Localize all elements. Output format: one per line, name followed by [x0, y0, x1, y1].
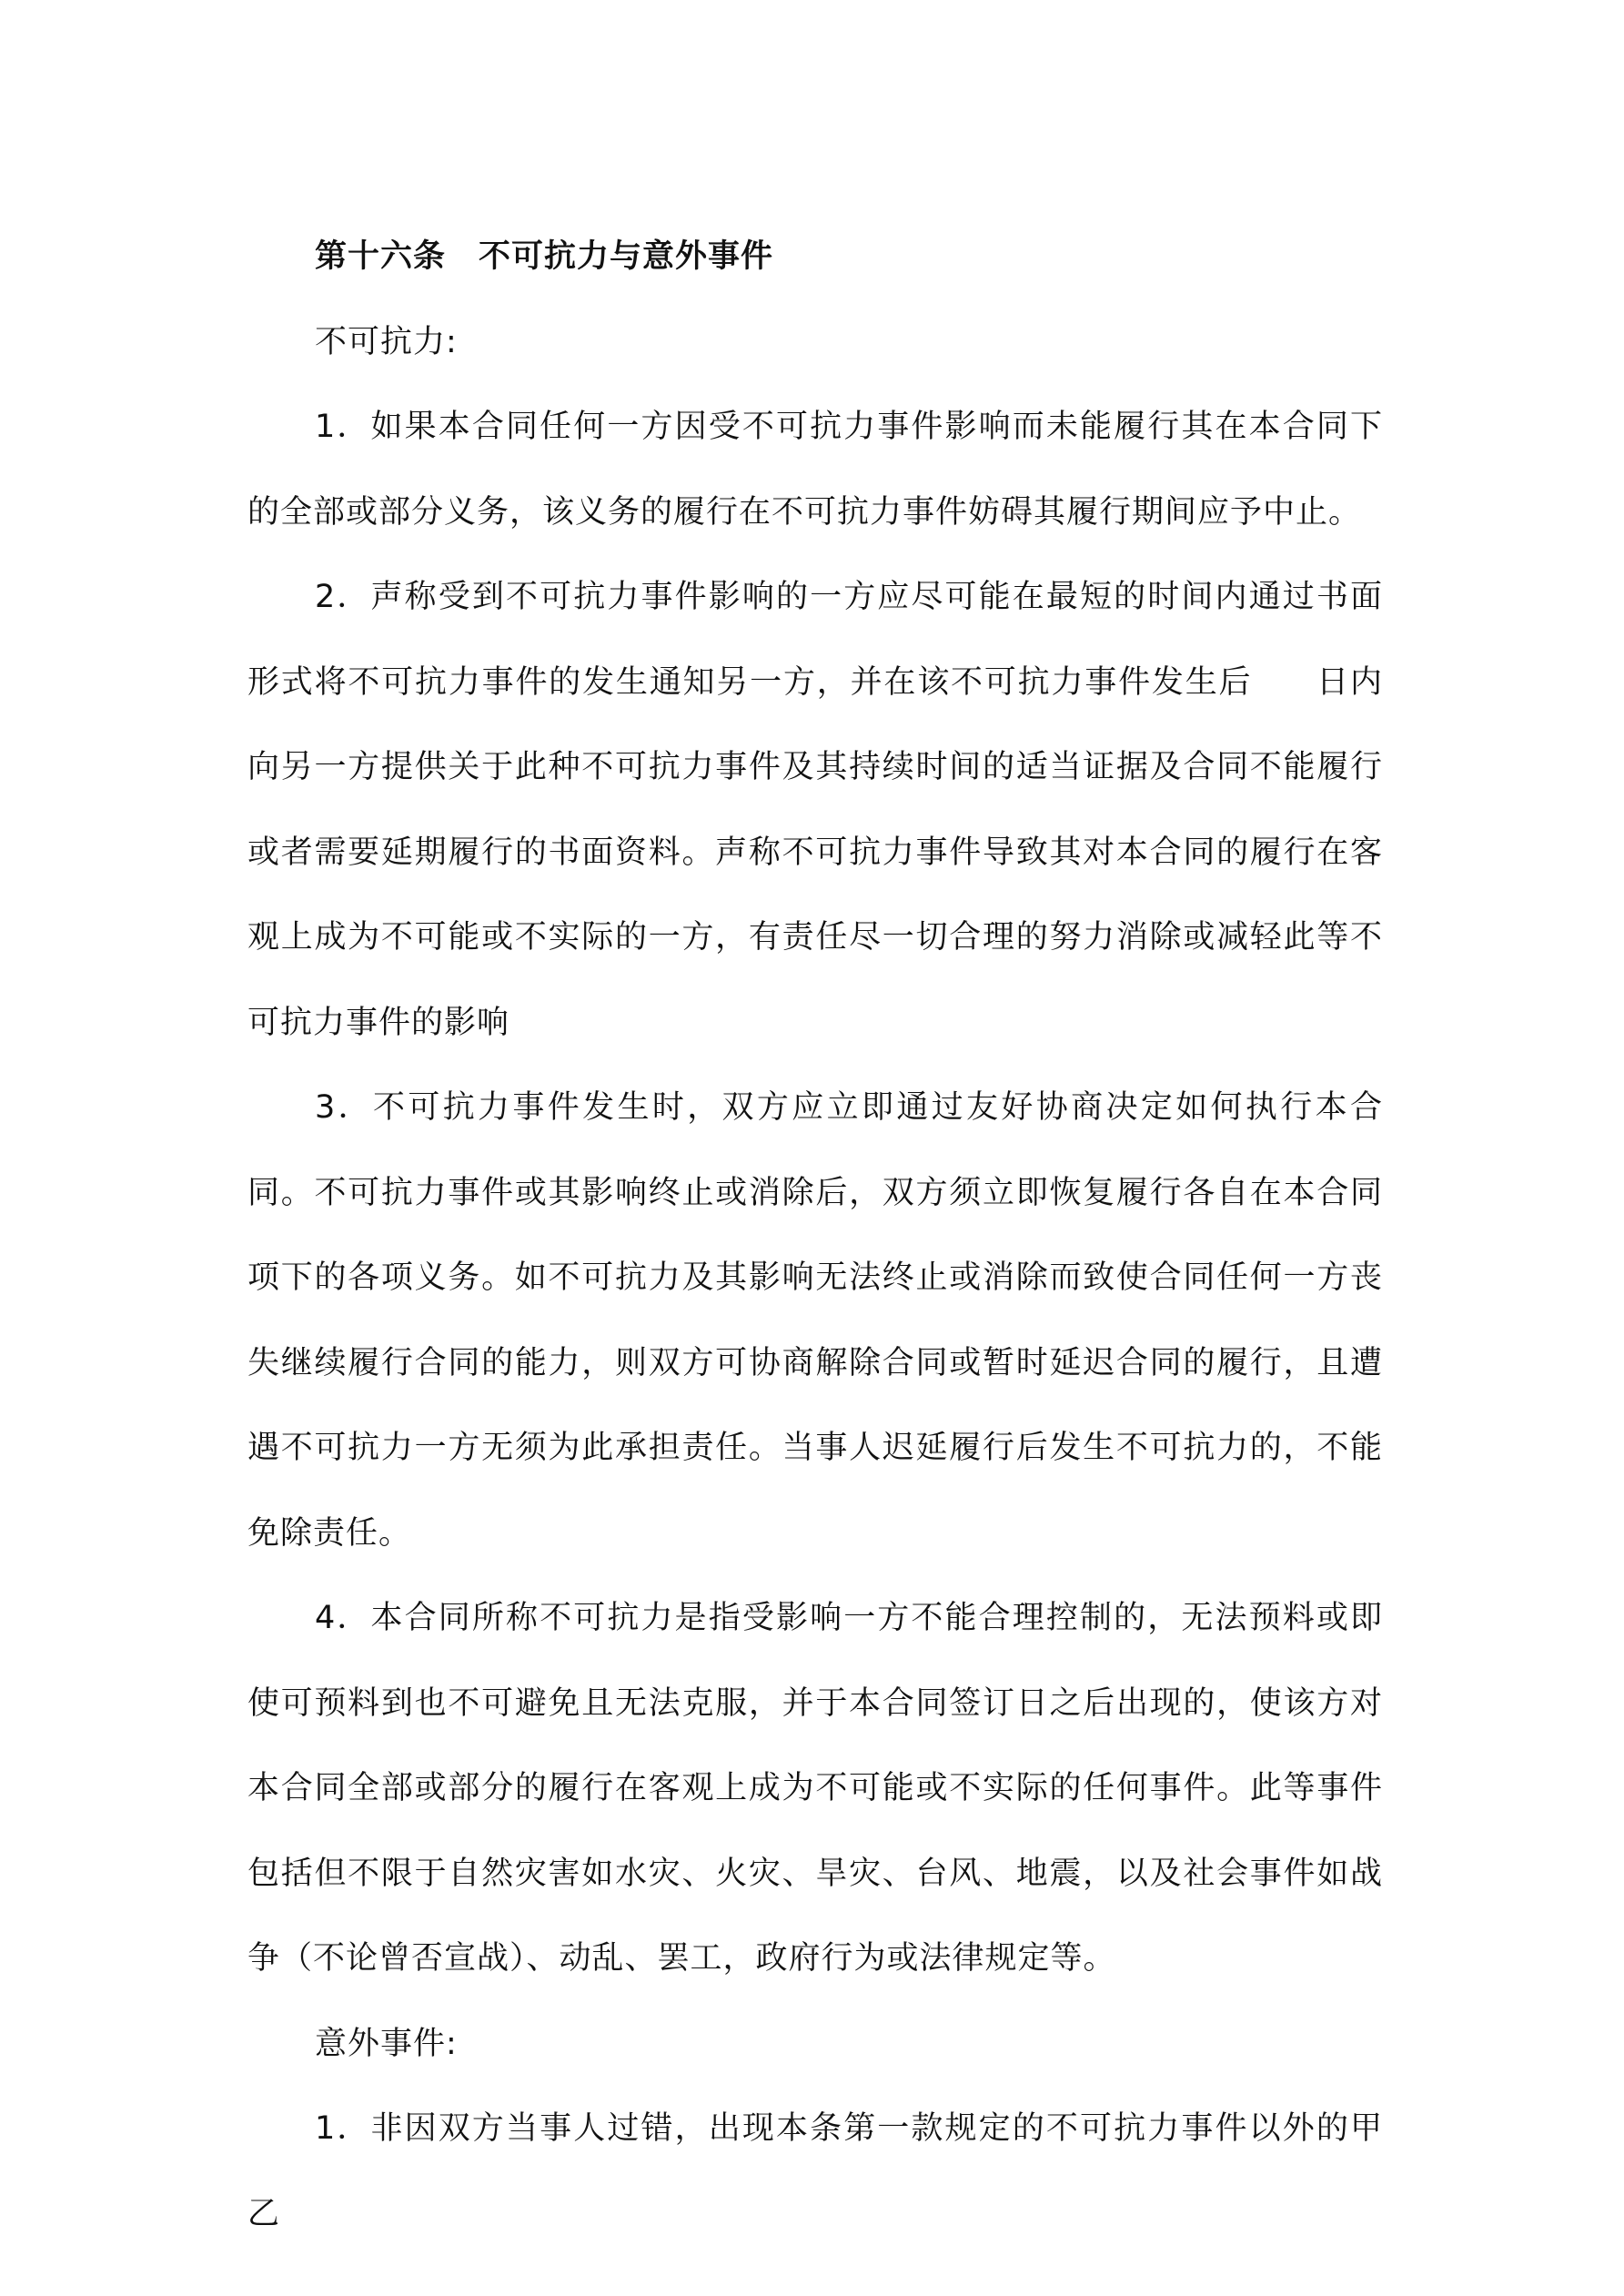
document-body: [247, 215, 1383, 2257]
article-number: 第十六条: [315, 238, 447, 275]
article-title: 不可抗力与意外事件: [479, 238, 774, 275]
accident-label: 意外事件:: [315, 2025, 458, 2062]
force-majeure-label: 不可抗力:: [315, 323, 458, 360]
force-majeure-item-2-part-2: 日内向另一方提供关于此种不可抗力事件及其持续时间的适当证据及合同不能履行或者需要延期履行的书面资料。声称不可抗力事件导致其对本合同的履行在客观上成为不可能或不实际的一方，有责任尽一切合理的努力消除或减轻此等不可抗力事件的影响: [247, 663, 1383, 1041]
force-majeure-item-1: 1．如果本合同任何一方因受不可抗力事件影响而未能履行其在本合同下的全部或部分义务，该义务的履行在不可抗力事件妨碍其履行期间应予中止。: [247, 409, 1383, 531]
article-heading: [247, 215, 1383, 300]
force-majeure-item-4: 4．本合同所称不可抗力是指受影响一方不能合理控制的，无法预料或即使可预料到也不可避免且无法克服，并于本合同签订日之后出现的，使该方对本合同全部或部分的履行在客观上成为不可能或不实际的任何事件。此等事件包括但不限于自然灾害如水灾、火灾、旱灾、台风、地震，以及社会事件如战争（不论曾否宣战）、动乱、罢工，政府行为或法律规定等。: [247, 1600, 1383, 1977]
force-majeure-item-2-part-1: 2．声称受到不可抗力事件影响的一方应尽可能在最短的时间内通过书面形式将不可抗力事件的发生通知另一方，并在该不可抗力事件发生后: [247, 579, 1383, 701]
force-majeure-item-3: 3．不可抗力事件发生时，双方应立即通过友好协商决定如何执行本合同。不可抗力事件或其影响终止或消除后，双方须立即恢复履行各自在本合同项下的各项义务。如不可抗力及其影响无法终止或消除而致使合同任何一方丧失继续履行合同的能力，则双方可协商解除合同或暂时延迟合同的履行，且遭遇不可抗力一方无须为此承担责任。当事人迟延履行后发生不可抗力的，不能免除责任。: [247, 1089, 1383, 1552]
force-majeure-item-2: [247, 555, 1383, 1066]
accident-item-1: 1．非因双方当事人过错，出现本条第一款规定的不可抗力事件以外的甲乙: [247, 2110, 1383, 2232]
